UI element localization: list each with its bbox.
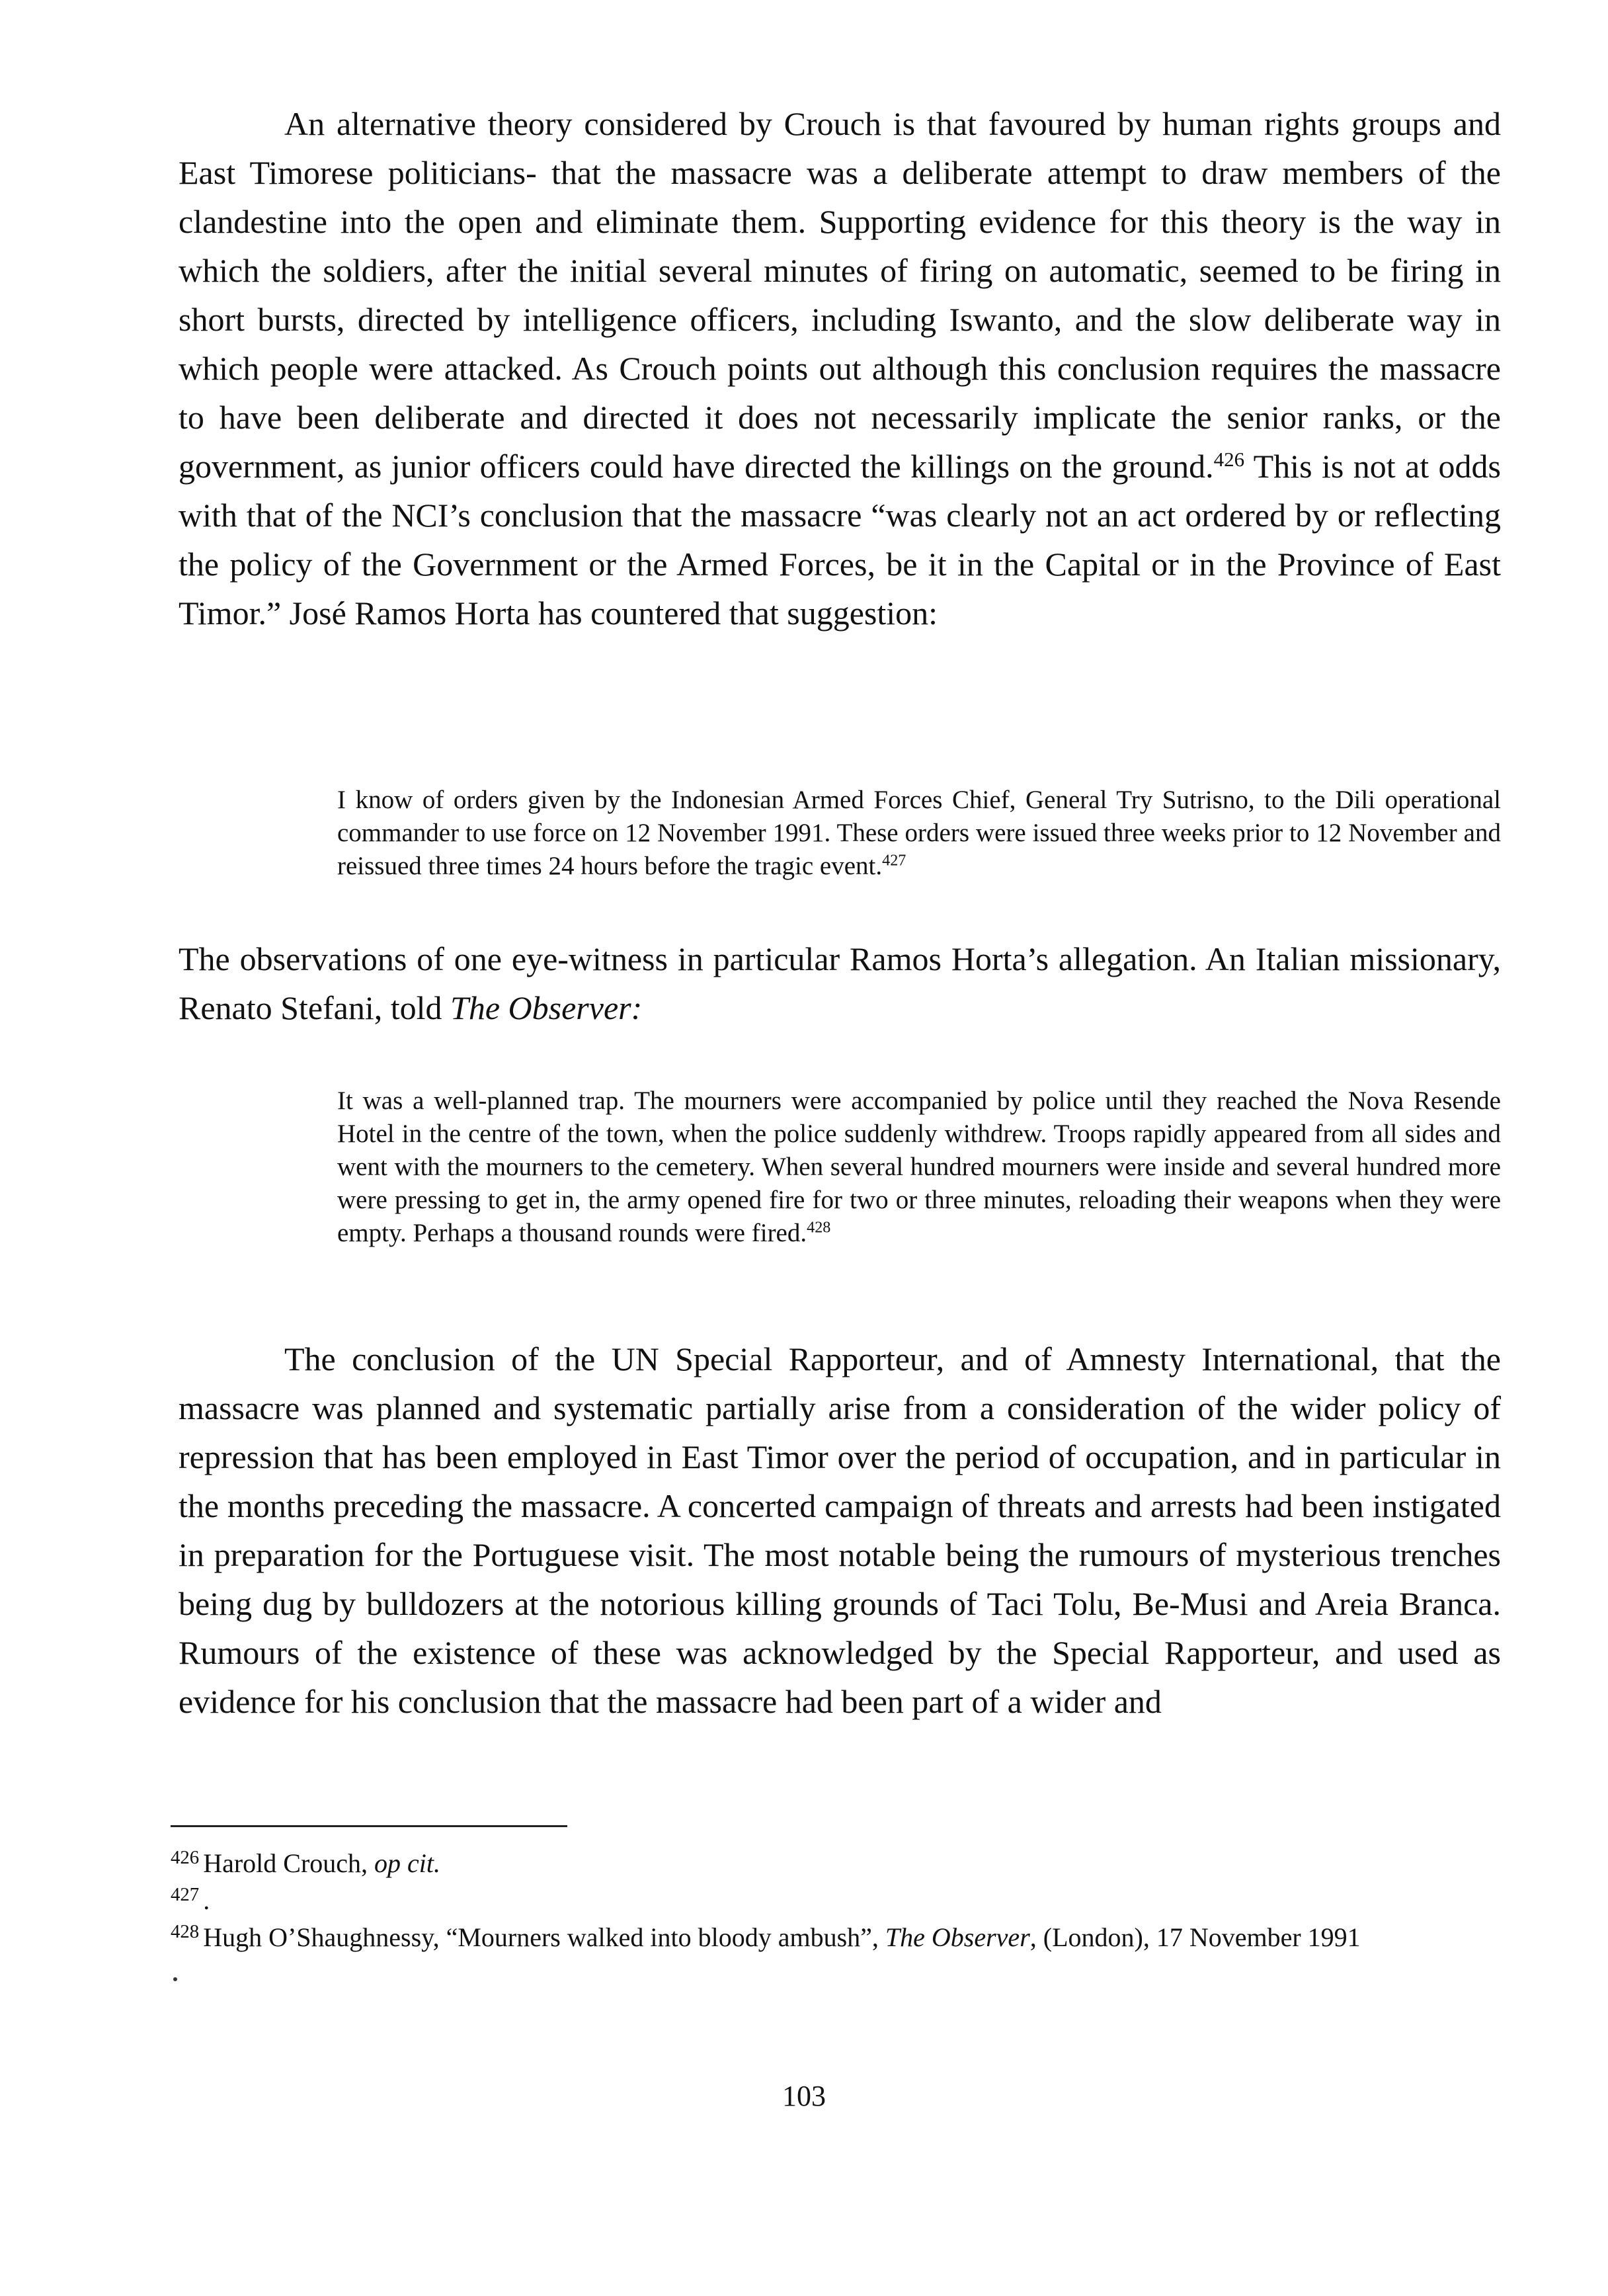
footnote-separator	[171, 1825, 567, 1827]
body-paragraph-2	[179, 934, 1501, 1032]
body-paragraph-1	[179, 99, 1501, 637]
paragraph-1-text: An alternative theory considered by Crouch is that favoured by human rights groups and East Timorese politicians- that the massacre was a deliberate attempt to draw members of the clandestine into the open and eliminate them. Supporting evidence for this theory is the way in which the soldiers, after the initial several minutes of firing on automatic, seemed to be firing in short bursts, directed by intelligence officers, including Iswanto, and the slow deliberate way in which people were attacked. As Crouch points out although this conclusion requires the massacre to have been deliberate and directed it does not necessarily implicate the senior ranks, or the government, as junior officers could have directed the killings on the ground.	[179, 105, 1501, 485]
page-number: 103	[782, 2080, 826, 2112]
stray-mark	[173, 1977, 177, 1981]
footnote-ref-427[interactable]: 427	[882, 851, 906, 870]
footnote-ref-428[interactable]: 428	[807, 1218, 831, 1237]
footnote-text: Hugh O’Shaughnessy, “Mourners walked into bloody ambush”,	[203, 1922, 885, 1952]
block-quote-2	[337, 1085, 1501, 1250]
footnote-text: .	[203, 1885, 210, 1915]
publication-title-the-observer: The Observer:	[450, 989, 643, 1026]
quote-1-text: I know of orders given by the Indonesian Armed Forces Chief, General Try Sutrisno, to the Dili operational commander to use force on 12 November 1991. These orders were issued three weeks prior to 12 November and reissued three times 24 hours before the tragic event.	[337, 786, 1501, 880]
paragraph-1-continuation: This is not at odds with that of the NCI’s conclusion that the massacre “was clearly not an act ordered by or reflecting the policy of the Government or the Armed Forces, be it in the Capital or in the Province of East Timor.” José Ramos Horta has countered that suggestion:	[179, 448, 1501, 632]
quote-2-text: It was a well-planned trap. The mourners were accompanied by police until they reached the Nova Resende Hotel in the centre of the town, when the police suddenly withdrew. Troops rapidly appeared from all sides and went with the mourners to the cemetery. When several hundred mourners were inside and several hundred more were pressing to get in, the army opened fire for two or three minutes, reloading their weapons when they were empty. Perhaps a thousand rounds were fired.	[337, 1086, 1501, 1247]
footnote-italic: The Observer	[885, 1922, 1030, 1952]
paragraph-2-text: The observations of one eye-witness in particular Ramos Horta’s allegation. An Italian missionary, Renato Stefani, told	[179, 940, 1501, 1026]
footnote-number: 428	[171, 1921, 200, 1943]
block-quote-1	[337, 784, 1501, 883]
footnote-italic: op cit.	[374, 1848, 441, 1878]
footnote-number: 426	[171, 1847, 200, 1869]
footnote-428	[171, 1919, 1513, 1956]
paragraph-3-text: The conclusion of the UN Special Rapporteur, and of Amnesty International, that the massacre was planned and systematic partially arise from a consideration of the wider policy of repression that has been employed in East Timor over the period of occupation, and in particular in the months preceding the massacre. A concerted campaign of threats and arrests had been instigated in preparation for the Portuguese visit. The most notable being the rumours of mysterious trenches being dug by bulldozers at the notorious killing grounds of Taci Tolu, Be-Musi and Areia Branca. Rumours of the existence of these was acknowledged by the Special Rapporteur, and used as evidence for his conclusion that the massacre had been part of a wider and	[179, 1340, 1501, 1720]
footnote-426	[171, 1845, 1513, 1882]
footnote-after: , (London), 17 November 1991	[1029, 1922, 1361, 1952]
body-paragraph-3	[179, 1334, 1501, 1726]
footnotes	[171, 1845, 1513, 1956]
footnote-number: 427	[171, 1884, 200, 1906]
footnote-text: Harold Crouch,	[203, 1848, 375, 1878]
footnote-ref-426[interactable]: 426	[1213, 447, 1245, 471]
footnote-427	[171, 1882, 1513, 1919]
